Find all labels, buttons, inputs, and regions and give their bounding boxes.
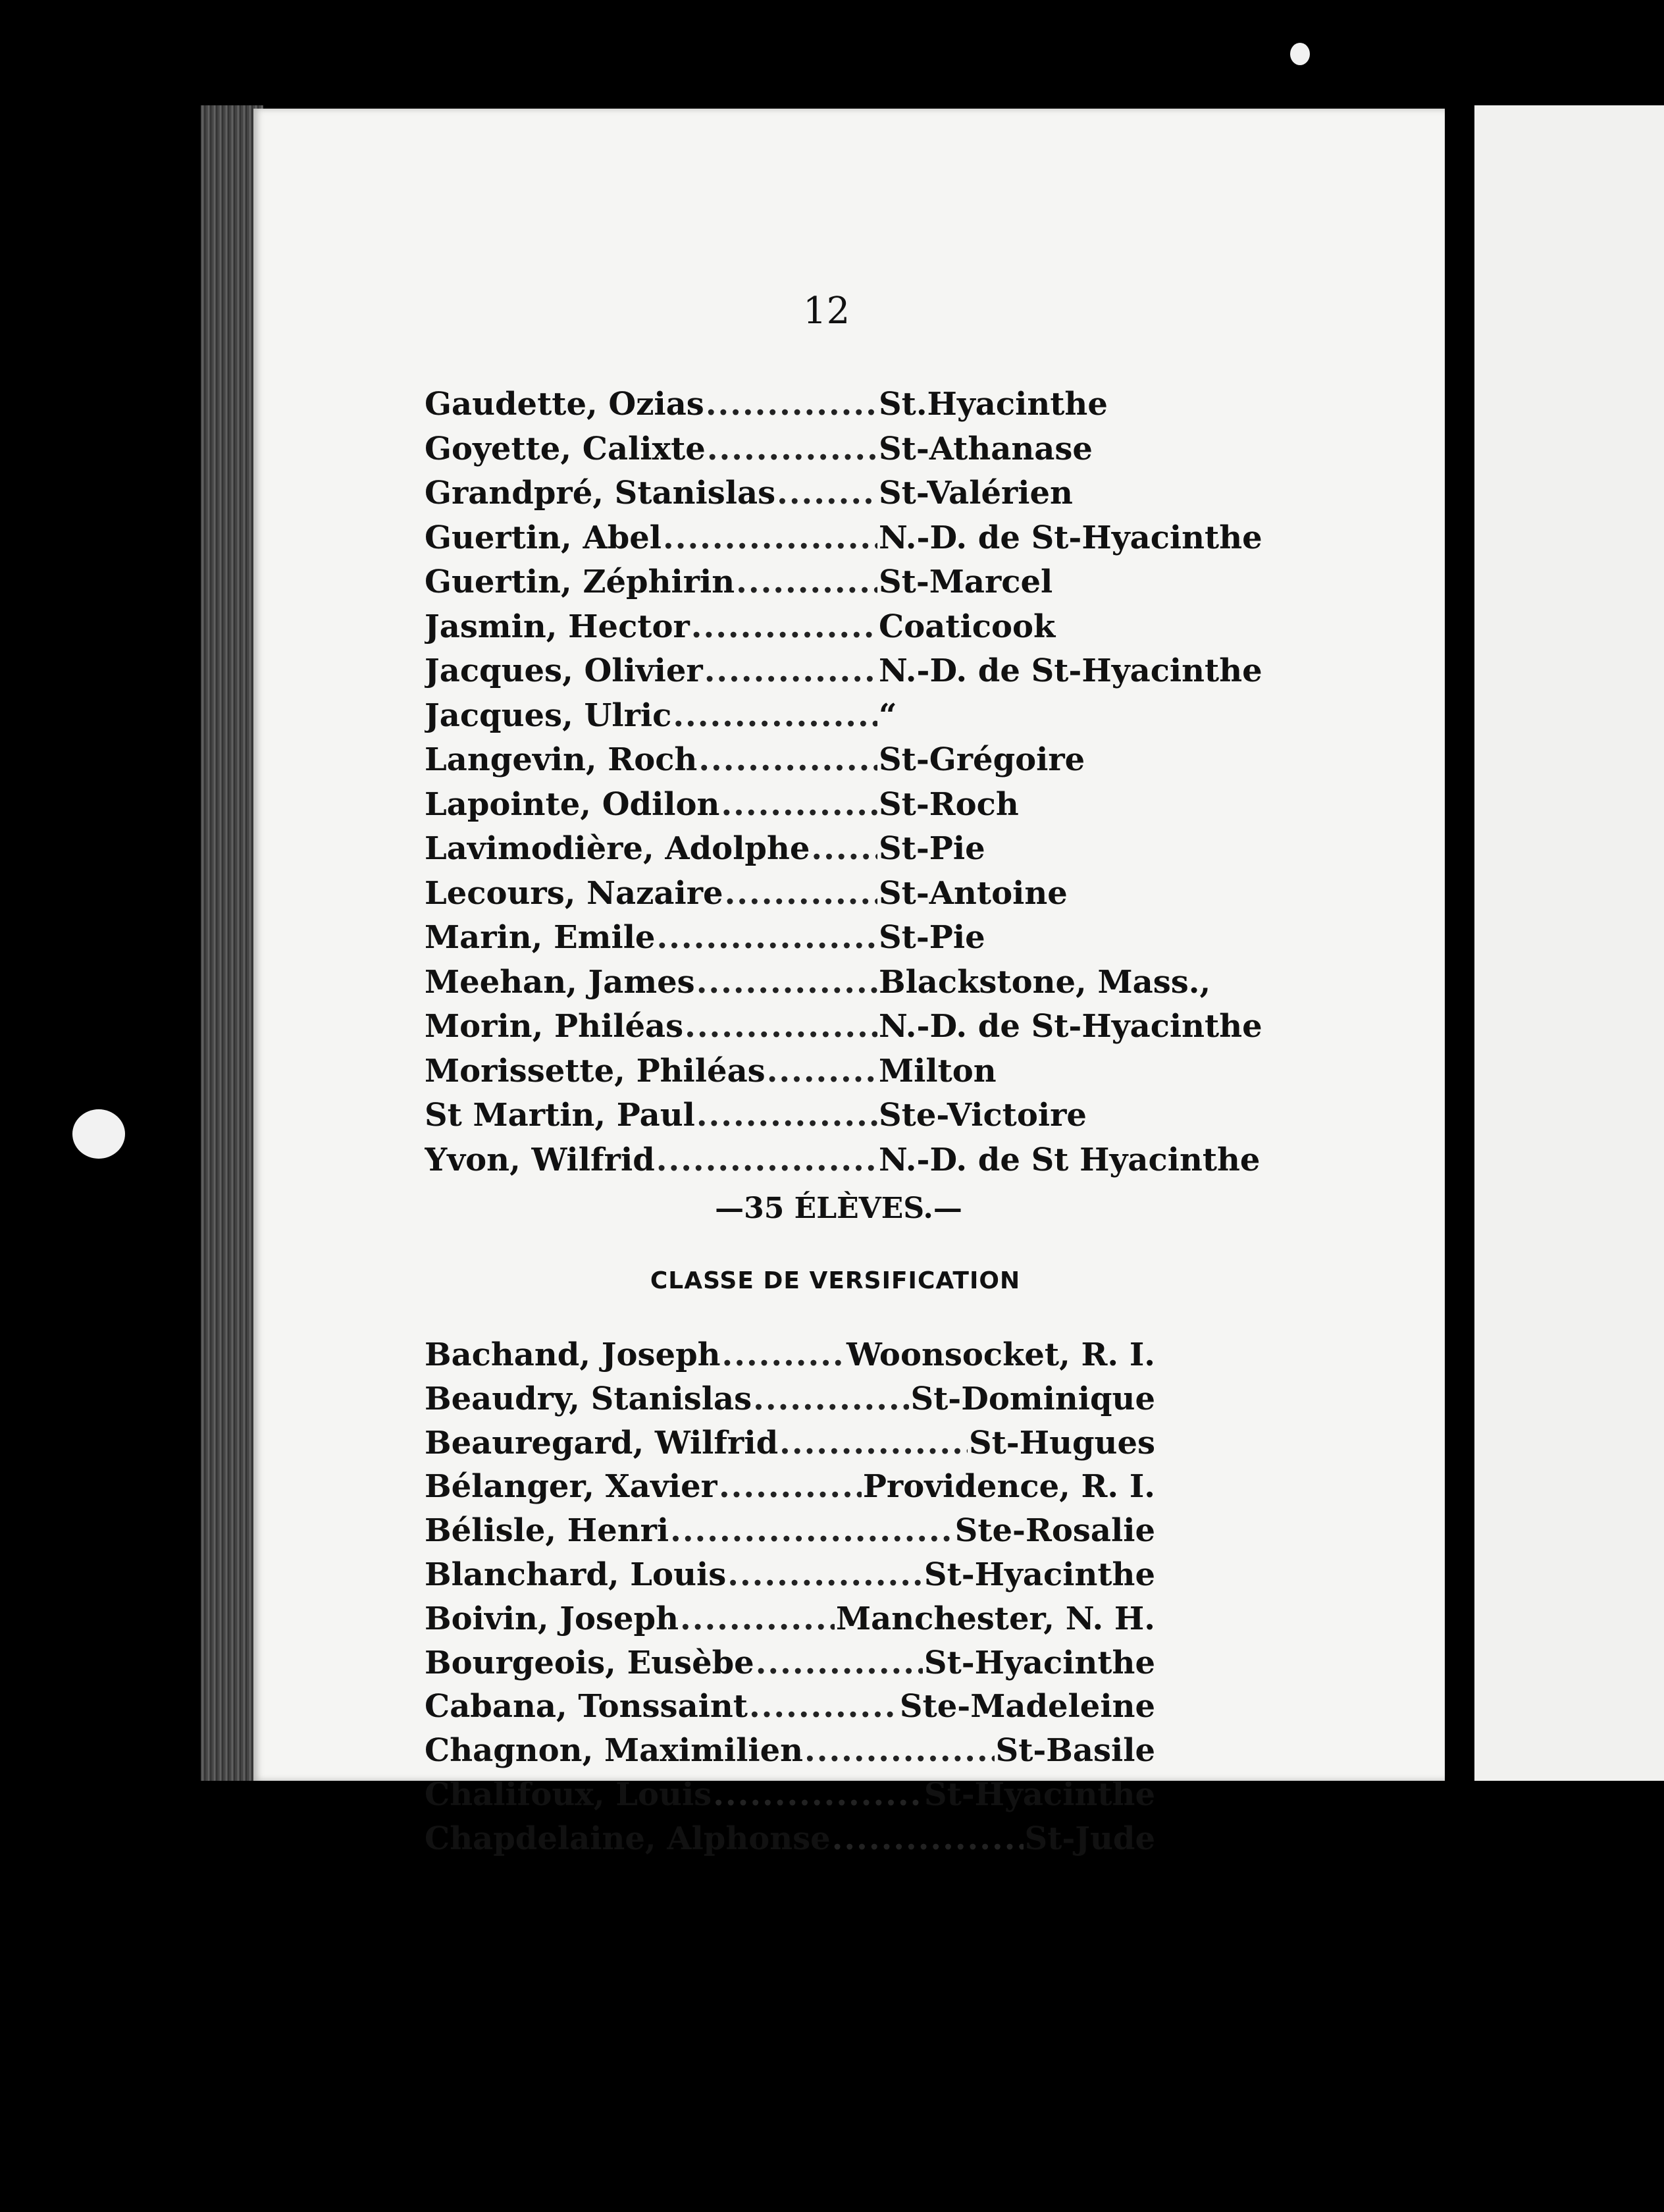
list-entry [425,1600,1155,1645]
list-entry [425,1425,1155,1469]
dot-leader [756,1645,923,1681]
entry-name-cell [425,1732,803,1769]
hometown: St-Dominique [910,1380,1155,1417]
hometown: St-Hyacinthe [923,1644,1155,1681]
dot-leader [696,1097,877,1134]
dot-leader [753,1381,909,1417]
list-entry [425,1097,1224,1142]
list-entry [425,1732,1155,1776]
hometown: St-Roch [879,785,1019,823]
list-entry [425,386,1224,431]
list-entry [425,1556,1155,1600]
entry-name-cell [425,875,879,912]
entry-name-cell [425,1776,712,1813]
entry-name-cell [425,386,879,423]
list-entry [425,1053,1224,1097]
hometown: Milton [879,1052,997,1090]
list-entry [425,564,1224,608]
student-name: Lapointe, Odilon [425,785,720,823]
entry-name-cell [425,1142,879,1178]
dot-leader [691,608,877,645]
list-entry [425,1645,1155,1689]
list-entry [425,1776,1155,1820]
hometown: N.-D. de St-Hyacinthe [879,1008,1262,1045]
student-name: Goyette, Calixte [425,430,706,467]
student-name: Guertin, Abel [425,519,662,556]
student-name: Jasmin, Hector [425,608,690,645]
hometown: St-Pie [879,830,985,867]
hometown: St-Pie [879,919,985,956]
hometown: St.Hyacinthe [879,386,1108,423]
dot-leader [727,1556,923,1593]
dot-leader [811,830,877,867]
entry-name-cell [425,1053,879,1090]
section-heading: CLASSE DE VERSIFICATION [650,1267,1021,1294]
entry-name-cell [425,1512,669,1549]
hometown: Coaticook [879,608,1056,645]
student-name: Jacques, Olivier [425,652,703,689]
entry-name-cell [425,475,879,512]
list-entry [425,1468,1155,1512]
list-entry [425,431,1224,475]
dot-leader [698,741,877,778]
entry-name-cell [425,919,879,956]
entry-name-cell [425,652,879,689]
entry-name-cell [425,1645,754,1681]
student-name: Lavimodière, Adolphe [425,830,810,867]
student-name: Yvon, Wilfrid [425,1141,655,1178]
student-list-versification [425,1336,1155,1864]
student-name: Guertin, Zéphirin [425,564,735,600]
student-name: St Martin, Paul [425,1097,695,1134]
dot-leader [656,1142,877,1178]
dot-leader [670,1512,954,1549]
hometown: N.-D. de St-Hyacinthe [879,652,1262,689]
dot-leader [777,475,877,512]
student-name: Bourgeois, Eusèbe [425,1644,754,1681]
student-name: Beaudry, Stanislas [425,1380,752,1417]
list-entry [425,519,1262,564]
student-name: Bélisle, Henri [425,1512,669,1550]
entry-name-cell [425,431,879,467]
dot-leader [707,431,877,467]
hometown: St-Antoine [879,874,1068,912]
hometown: St-Grégoire [879,741,1085,778]
student-name: Morin, Philéas [425,1008,684,1045]
list-entry [425,919,1224,964]
list-entry [425,1381,1155,1425]
student-name: Gaudette, Ozias [425,386,704,423]
hometown: Ste-Rosalie [954,1512,1155,1550]
student-name: Beauregard, Wilfrid [425,1424,779,1462]
entry-name-cell [425,608,879,645]
dot-leader [722,1336,845,1373]
dot-leader [704,652,877,689]
entry-name-cell [425,964,879,1001]
entry-name-cell [425,1336,721,1373]
hometown: Manchester, N. H. [835,1600,1155,1637]
hometown: St-Hyacinthe [923,1556,1155,1593]
dot-leader [663,519,877,556]
entry-name-cell [425,1425,778,1462]
dot-leader [713,1776,923,1813]
entry-name-cell [425,564,879,600]
student-name: Chalifoux, Louis [425,1776,712,1813]
hometown: N.-D. de St Hyacinthe [879,1141,1261,1178]
entry-name-cell [425,519,879,556]
dot-leader [832,1820,1024,1857]
hometown: Woonsocket, R. I. [846,1336,1155,1373]
dot-leader [680,1600,835,1637]
entry-name-cell [425,1556,726,1593]
list-entry [425,741,1224,786]
student-name: Lecours, Nazaire [425,874,723,912]
dot-leader [725,875,877,912]
hometown: St-Hyacinthe [923,1776,1155,1813]
student-count: —35 ÉLÈVES.— [715,1192,962,1225]
student-name: Chapdelaine, Alphonse [425,1820,831,1857]
dust-speck [1290,43,1310,65]
hometown: St-Valérien [879,475,1073,512]
hometown: Providence, R. I. [862,1468,1155,1506]
hometown: St-Hugues [968,1424,1155,1462]
dot-leader [696,964,877,1001]
hometown: “ [879,697,897,734]
hometown: St-Athanase [879,430,1093,467]
student-name: Cabana, Tonssaint [425,1688,748,1725]
list-entry [425,964,1224,1009]
dust-speck [72,1109,125,1159]
hometown: St-Basile [995,1732,1155,1770]
student-name: Morissette, Philéas [425,1052,766,1090]
list-entry [425,697,1224,742]
list-entry [425,1141,1261,1186]
hometown: St-Marcel [879,564,1053,600]
student-name: Marin, Emile [425,919,656,956]
list-entry [425,652,1262,697]
student-name: Grandpré, Stanislas [425,475,776,512]
list-entry [425,875,1224,920]
dot-leader [706,386,877,423]
dot-leader [685,1008,877,1045]
student-name: Bélanger, Xavier [425,1468,717,1506]
entry-name-cell [425,697,879,734]
dot-leader [656,919,877,956]
page-number: 12 [803,290,850,332]
dot-leader [673,697,877,734]
entry-name-cell [425,1600,679,1637]
student-name: Blanchard, Louis [425,1556,727,1593]
entry-name-cell [425,830,879,867]
list-entry [425,1336,1155,1381]
entry-name-cell [425,1381,752,1417]
student-name: Chagnon, Maximilien [425,1732,804,1770]
list-entry [425,1688,1155,1732]
list-entry [425,475,1224,519]
student-name: Langevin, Roch [425,741,698,778]
entry-name-cell [425,1468,717,1505]
entry-name-cell [425,741,879,778]
student-name: Boivin, Joseph [425,1600,679,1637]
list-entry [425,608,1224,653]
entry-name-cell [425,786,879,823]
dot-leader [749,1688,898,1725]
dot-leader [736,564,877,600]
hometown: Blackstone, Mass., [879,963,1211,1001]
list-entry [425,1008,1262,1053]
entry-name-cell [425,1097,879,1134]
dot-leader [721,786,877,823]
list-entry [425,786,1224,831]
student-list-upper [425,386,1262,1186]
list-entry [425,1512,1155,1556]
hometown: St-Jude [1024,1820,1155,1857]
entry-name-cell [425,1688,748,1725]
hometown: Ste-Madeleine [899,1688,1155,1725]
entry-name-cell [425,1008,879,1045]
dot-leader [719,1468,862,1505]
hometown: Ste-Victoire [879,1097,1087,1134]
dot-leader [804,1732,995,1769]
list-entry [425,1820,1155,1864]
adjacent-page [1474,105,1664,1781]
student-name: Bachand, Joseph [425,1336,721,1373]
hometown: N.-D. de St-Hyacinthe [879,519,1262,556]
list-entry [425,830,1224,875]
student-name: Meehan, James [425,963,695,1001]
student-name: Jacques, Ulric [425,697,672,734]
dot-leader [779,1425,968,1462]
dot-leader [767,1053,877,1090]
entry-name-cell [425,1820,831,1857]
